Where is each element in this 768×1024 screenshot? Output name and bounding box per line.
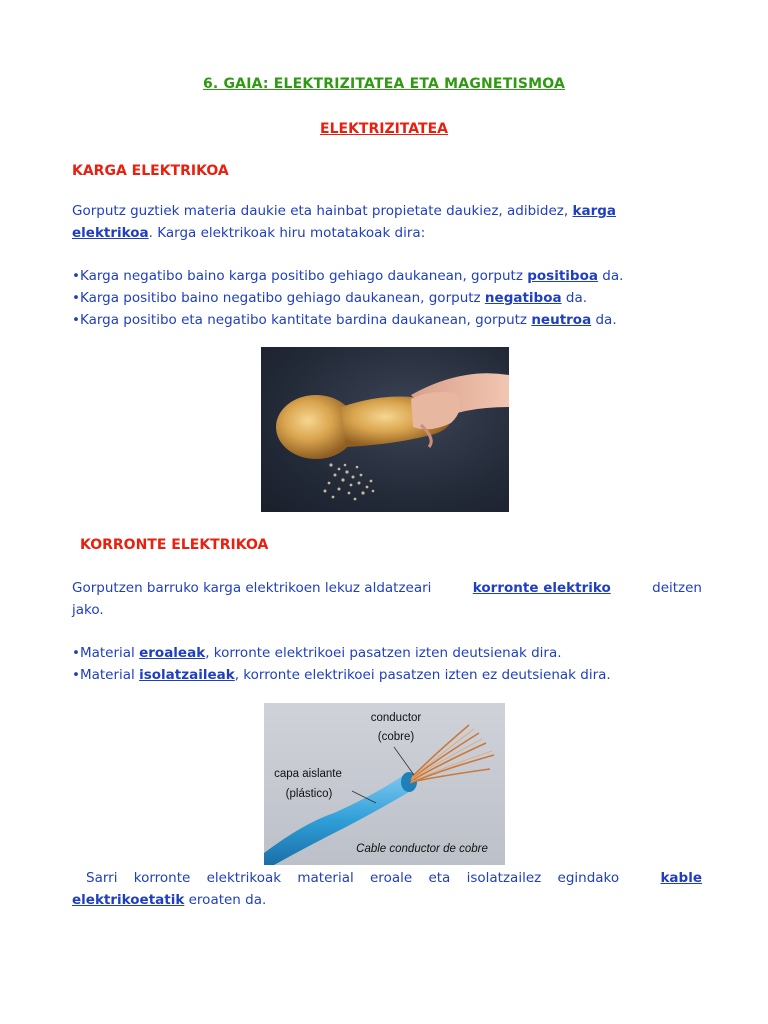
keyword-kable: kable	[660, 870, 702, 886]
paragraph-kable	[72, 867, 702, 911]
keyword-isolatzaileak: isolatzaileak	[139, 667, 235, 683]
keyword-positiboa: positiboa	[527, 268, 598, 284]
cable-illustration	[264, 703, 505, 865]
paragraph-line	[72, 577, 702, 599]
paragraph-line	[72, 867, 702, 889]
list-item-text: •Material	[72, 667, 140, 683]
list-item-text: •Material	[72, 645, 140, 661]
subsection-heading-karga: KARGA ELEKTRIKOA	[72, 163, 229, 179]
paragraph-line	[72, 889, 702, 911]
cable-label-capa: capa aislante	[274, 768, 342, 780]
balloon-photo	[261, 347, 509, 512]
list-item-text: , korronte elektrikoei pasatzen izten ez deutsienak dira.	[234, 667, 611, 683]
keyword-negatiboa: negatiboa	[484, 290, 562, 306]
keyword-elektrikoetatik: elektrikoetatik	[72, 892, 185, 908]
paragraph-text: jako.	[72, 602, 104, 618]
list-item-text: •Karga positibo baino negatibo gehiago daukanean, gorputz	[72, 290, 485, 306]
cable-label-plastico: (plástico)	[285, 788, 333, 800]
list-item	[72, 642, 702, 664]
keyword-karga: karga	[572, 203, 617, 219]
paragraph-text: Sarri korronte elektrikoak material eroale eta isolatzailez egindako	[86, 870, 620, 886]
subsection-heading-korronte: KORRONTE ELEKTRIKOA	[80, 537, 269, 553]
list-item-text: •Karga negatibo baino karga positibo gehiago daukanean, gorputz	[72, 268, 528, 284]
balloon-illustration	[261, 347, 509, 512]
keyword-neutroa: neutroa	[531, 312, 592, 328]
cable-label-conductor: conductor	[370, 712, 422, 724]
list-item	[72, 309, 702, 331]
paragraph-karga-intro	[72, 200, 702, 244]
cable-photo	[264, 703, 505, 865]
cable-caption: Cable conductor de cobre	[356, 843, 488, 855]
list-item-text: da.	[597, 268, 624, 284]
list-item	[72, 664, 702, 686]
list-item-text: da.	[561, 290, 588, 306]
list-item	[72, 287, 702, 309]
page-title: 6. GAIA: ELEKTRIZITATEA ETA MAGNETISMOA	[202, 76, 566, 92]
list-item-text: •Karga positibo eta negatibo kantitate bardina daukanean, gorputz	[72, 312, 532, 328]
cable-label-cobre: (cobre)	[377, 731, 415, 743]
list-item-text: , korronte elektrikoei pasatzen izten deutsienak dira.	[205, 645, 562, 661]
keyword-eroaleak: eroaleak	[139, 645, 206, 661]
paragraph-text: . Karga elektrikoak hiru motatakoak dira:	[148, 225, 426, 241]
keyword-korronte-elektriko: korronte elektriko	[472, 580, 611, 596]
paragraph-text: eroaten da.	[184, 892, 267, 908]
paragraph-text: deitzen	[652, 580, 702, 596]
paragraph-korronte-intro	[72, 577, 702, 621]
section-heading-elektrizitatea: ELEKTRIZITATEA	[320, 121, 448, 137]
list-item-text: da.	[591, 312, 617, 328]
keyword-elektrikoa: elektrikoa	[72, 225, 149, 241]
list-item	[72, 265, 702, 287]
paragraph-text: Gorputz guztiek materia daukie eta hainbat propietate daukiez, adibidez,	[72, 203, 573, 219]
paragraph-text: Gorputzen barruko karga elektrikoen lekuz aldatzeari	[72, 580, 432, 596]
